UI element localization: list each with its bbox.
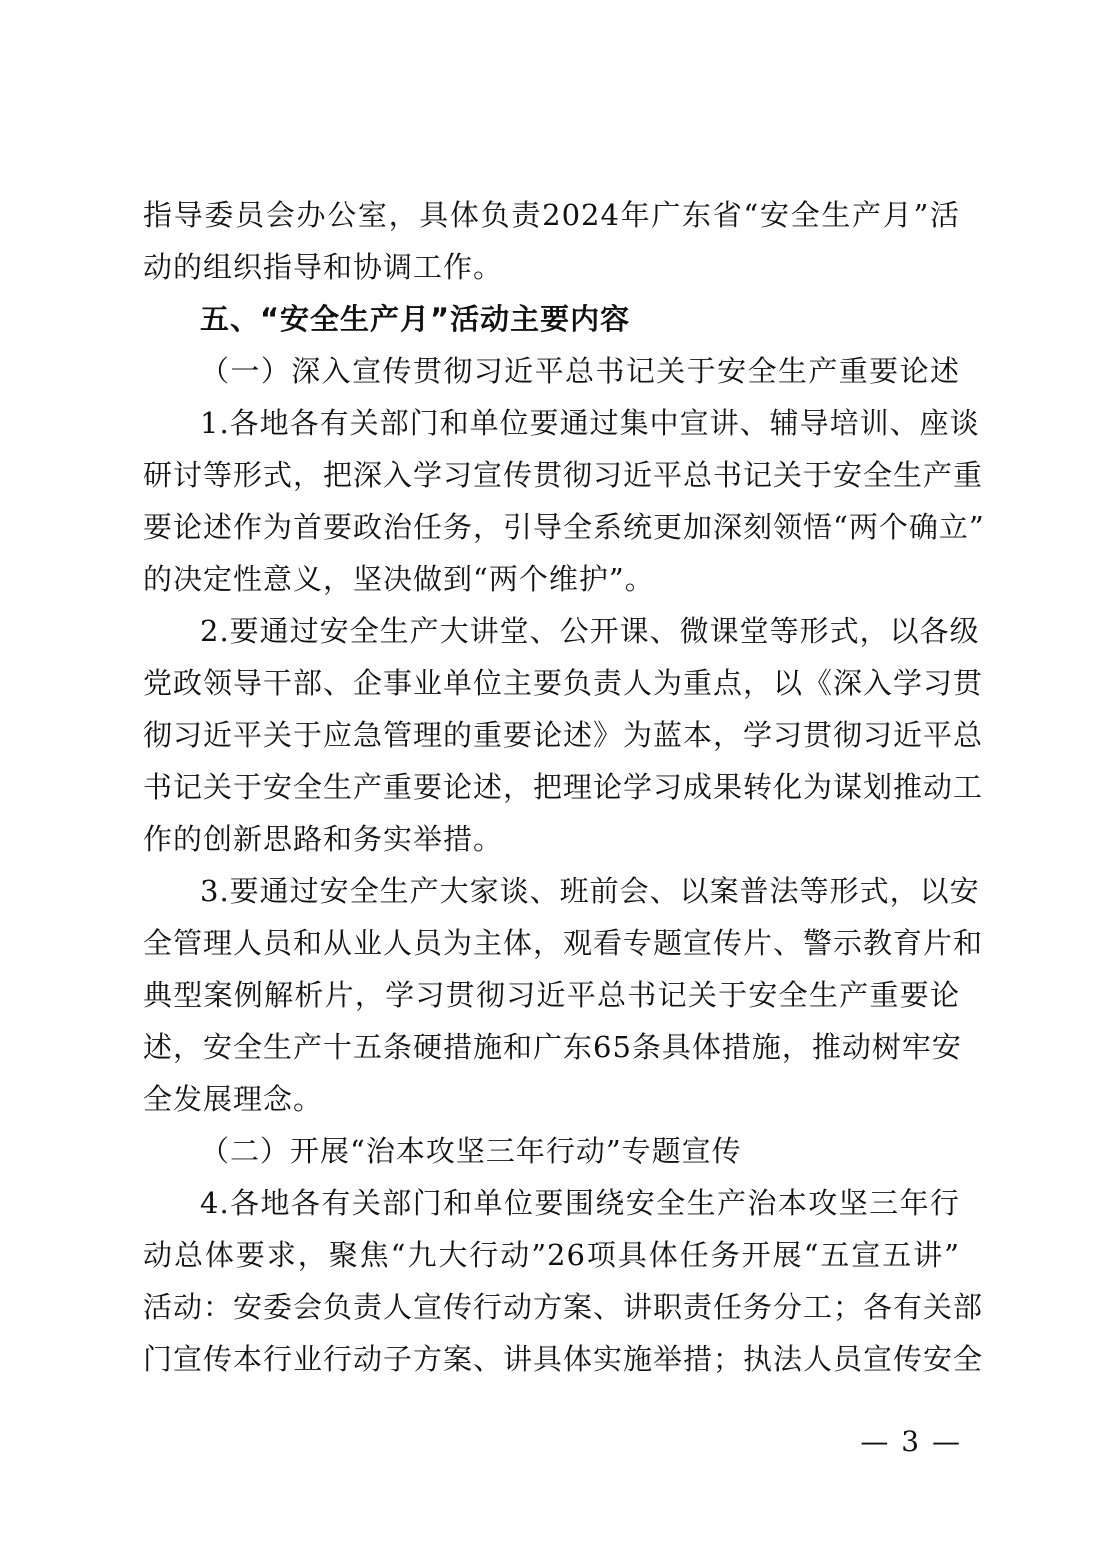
paragraph-1-line: 的决定性意义，坚决做到“两个维护”。	[143, 562, 655, 596]
paragraph-4-line: 门宣传本行业行动子方案、讲具体实施举措；执法人员宣传安全	[143, 1342, 984, 1376]
paragraph-1-line: 1.各地各有关部门和单位要通过集中宣讲、辅导培训、座谈	[200, 406, 980, 440]
page-number: — 3 —	[860, 1425, 962, 1458]
paragraph-2-line: 彻习近平关于应急管理的重要论述》为蓝本，学习贯彻习近平总	[143, 718, 984, 752]
body-line: 动的组织指导和协调工作。	[143, 250, 504, 284]
paragraph-1-line: 要论述作为首要政治任务，引导全系统更加深刻领悟“两个确立”	[143, 510, 985, 544]
section-heading: 五、“安全生产月”活动主要内容	[200, 302, 631, 336]
paragraph-3-line: 3.要通过安全生产大家谈、班前会、以案普法等形式，以安	[200, 874, 980, 908]
paragraph-4-line: 活动：安委会负责人宣传行动方案、讲职责任务分工；各有关部	[143, 1290, 984, 1324]
subsection-heading: （二）开展“治本攻坚三年行动”专题宣传	[200, 1134, 742, 1168]
paragraph-3-line: 全管理人员和从业人员为主体，观看专题宣传片、警示教育片和	[143, 926, 984, 960]
paragraph-2-line: 书记关于安全生产重要论述，把理论学习成果转化为谋划推动工	[143, 770, 984, 804]
paragraph-1-line: 研讨等形式，把深入学习宣传贯彻习近平总书记关于安全生产重	[143, 458, 984, 492]
paragraph-3-line: 全发展理念。	[143, 1082, 324, 1116]
paragraph-2-line: 党政领导干部、企事业单位主要负责人为重点，以《深入学习贯	[143, 666, 984, 700]
paragraph-4-line: 4.各地各有关部门和单位要围绕安全生产治本攻坚三年行	[200, 1186, 960, 1220]
paragraph-2-line: 2.要通过安全生产大讲堂、公开课、微课堂等形式，以各级	[200, 614, 980, 648]
paragraph-4-line: 动总体要求，聚焦“九大行动”26项具体任务开展“五宣五讲”	[143, 1238, 960, 1272]
subsection-heading: （一）深入宣传贯彻习近平总书记关于安全生产重要论述	[200, 354, 960, 388]
paragraph-2-line: 作的创新思路和务实举措。	[143, 822, 504, 856]
paragraph-3-line: 典型案例解析片，学习贯彻习近平总书记关于安全生产重要论	[143, 978, 960, 1012]
paragraph-3-line: 述，安全生产十五条硬措施和广东65条具体措施，推动树牢安	[143, 1030, 962, 1064]
body-line: 指导委员会办公室，具体负责2024年广东省“安全生产月”活	[143, 198, 960, 232]
